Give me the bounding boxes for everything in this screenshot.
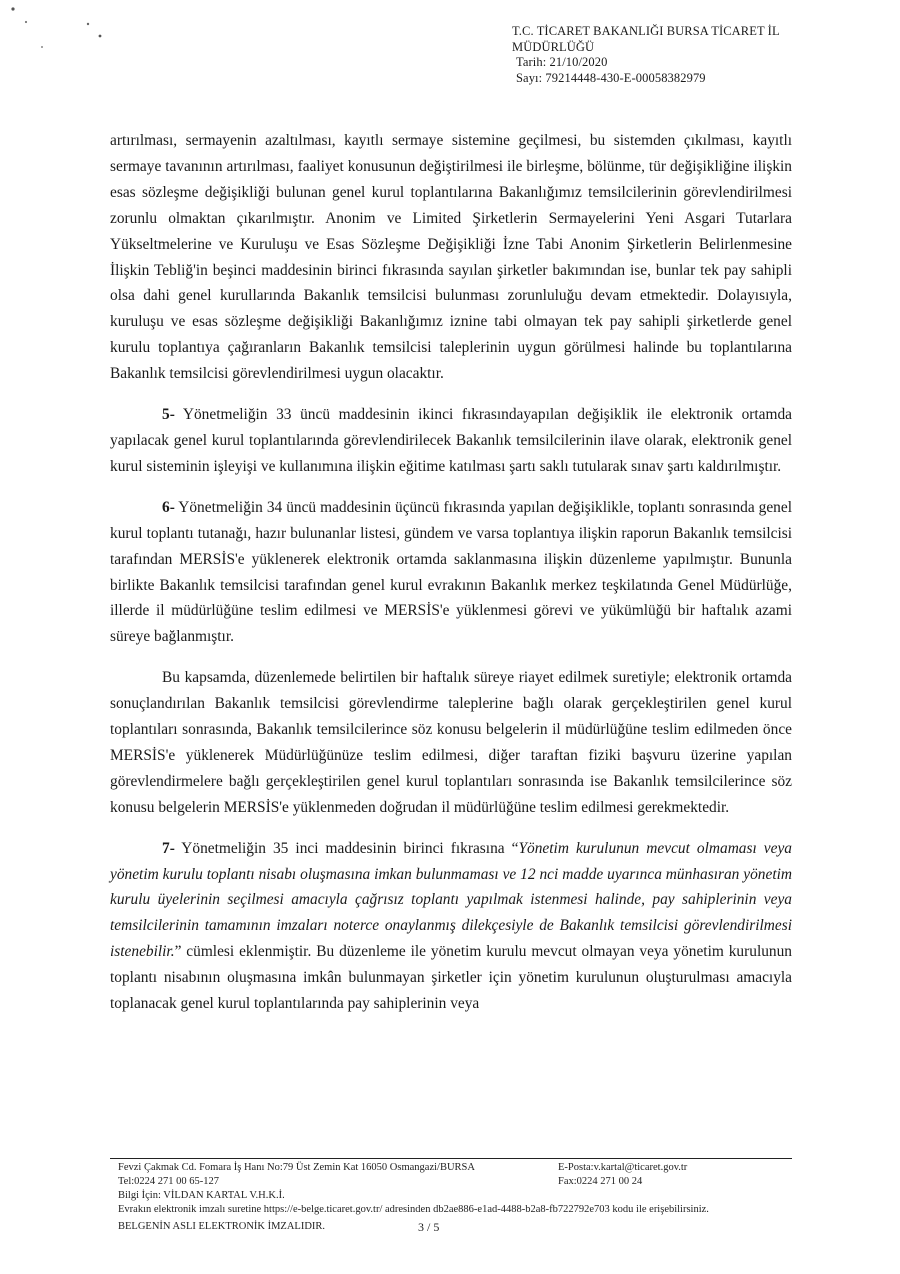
item-number: 7-	[162, 839, 175, 857]
footer-address: Fevzi Çakmak Cd. Fomara İş Hanı No:79 Üst Zemin Kat 16050 Osmangazi/BURSA	[118, 1162, 475, 1173]
footer-phone: Tel:0224 271 00 65-127	[118, 1176, 220, 1187]
paragraph-text: Yönetmeliğin 35 inci maddesinin birinci fıkrasına “	[174, 839, 519, 857]
header-institution-line1: T.C. TİCARET BAKANLIĞI BURSA TİCARET İL	[512, 24, 780, 38]
quoted-regulation-text: Yönetim kurulunun mevcut olmaması veya yönetim kurulu toplantı nisabı oluşmasına imkan bulunmaması ve 12 nci madde uyarınca münhasıran yönetim kurulu üyelerinin seçilmesi amacıyla çağrısız toplantı yapılmak istenmesi halinde, pay sahiplerinin veya temsilcilerinin tamamının imzaları noterce onaylanmış dilekçesiyle de Bakanlık temsilcisi görevlendirilmesi istenebilir.	[110, 839, 792, 961]
paragraph-text: Bu kapsamda, düzenlemede belirtilen bir haftalık süreye riayet edilmek suretiyle; elektronik ortamda sonuçlandırılan Bakanlık temsilcisi görevlendirme taleplerine bağlı olarak gerçekleştirilen genel kurul toplantıları sonrasında, Bakanlık temsilcilerince söz konusu belgelerin il müdürlüğüne teslim edilmeden önce MERSİS'e yüklenerek Müdürlüğünüze teslim edilmesi, diğer taraftan fiziki başvuru üzerine yapılan görevlendirmelere bağlı gerçekleştirilen genel kurul toplantıları sonrasında ise Bakanlık temsilcilerince söz konusu belgelerin MERSİS'e yüklenmeden doğrudan il müdürlüğüne teslim edilmesi gerekmektedir.	[110, 669, 792, 816]
header-date: Tarih: 21/10/2020	[516, 55, 608, 69]
scan-specks	[0, 0, 140, 70]
paragraph-text: ” cümlesi eklenmiştir. Bu düzenleme ile yönetim kurulu mevcut olmayan veya yönetim kurulunun toplantı nisabının oluşmasına imkân bulunmayan şirketler için yönetim kurulunun oluşturulması amacıyla toplanacak genel kurul toplantılarında pay sahiplerinin veya	[110, 943, 792, 1013]
footer-fax: Fax:0224 271 00 24	[558, 1176, 643, 1187]
header-institution-line2: MÜDÜRLÜĞÜ	[512, 39, 595, 54]
paragraph-text: Yönetmeliğin 33 üncü maddesinin ikinci fıkrasındayapılan değişiklik ile elektronik ortamda yapılacak genel kurul toplantılarında görevlendirilecek Bakanlık temsilcilerinin ilave olarak, elektronik genel kurul sisteminin işleyişi ve kullanımına ilişkin eğitime katılması şartı saklı tutularak sınav şartı kaldırılmıştır.	[110, 406, 792, 475]
paragraph-text: artırılması, sermayenin azaltılması, kayıtlı sermaye sistemine geçilmesi, bu sistemden çıkılması, kayıtlı sermaye tavanının artırılması, faaliyet konusunun değiştirilmesi ile birleşme, bölünme, tür değişikliğine ilişkin esas sözleşme değişikliği bulunan genel kurul toplantılarına Bakanlığımız temsilcilerinin görevlendirilmesi zorunlu olmaktan çıkarılmıştır. Anonim ve Limited Şirketlerin Sermayelerini Yeni Asgari Tutarlara Yükseltmelerine ve Kuruluşu ve Esas Sözleşme Değişikliği İzne Tabi Anonim Şirketlerin Belirlenmesine İlişkin Tebliğ'in beşinci maddesinin birinci fıkrasında sayılan şirketler bakımından ise, bunlar tek pay sahipli olsa dahi genel kurullarında Bakanlık temsilcisi bulunması zorunluluğu devam etmektedir. Dolayısıyla, kuruluşu ve esas sözleşme değişikliği Bakanlığımız iznine tabi olmayan tek pay sahipli şirketlerde genel kurulu toplantıya çağıranların Bakanlık temsilcisi taleplerinin uygun görülmesi halinde bu toplantılarına Bakanlık temsilcisi görevlendirilmesi uygun olacaktır.	[110, 132, 792, 383]
header-number: Sayı: 79214448-430-E-00058382979	[516, 70, 706, 85]
paragraph-scope	[110, 665, 792, 820]
paragraph-item-5	[110, 402, 792, 480]
page-number: 3 / 5	[418, 1220, 440, 1234]
footer-email: E-Posta:v.kartal@ticaret.gov.tr	[558, 1162, 688, 1173]
item-number: 6-	[162, 498, 175, 516]
document-header	[512, 24, 872, 86]
footer-divider	[110, 1158, 792, 1159]
paragraph-text: Yönetmeliğin 34 üncü maddesinin üçüncü fıkrasında yapılan değişiklikle, toplantı sonrasında genel kurul toplantı tutanağı, hazır bulunanlar listesi, gündem ve varsa toplantıya ilişkin raporun Bakanlık temsilcisi tarafından MERSİS'e yüklenerek elektronik ortamda saklanmasına ilişkin düzenleme yapılmıştır. Bununla birlikte Bakanlık temsilcisi tarafından genel kurul evrakının Bakanlık merkez teşkilatında Genel Müdürlüğe, illerde il müdürlüğüne teslim edilmesi ve MERSİS'e yüklenmesi görevi ve yükümlüğü bir haftalık azami süreye bağlanmıştır.	[110, 498, 792, 646]
paragraph-item-7	[110, 836, 792, 1017]
footer-original-signed-note: BELGENİN ASLI ELEKTRONİK İMZALIDIR.	[118, 1221, 326, 1232]
footer-info-contact: Bilgi İçin: VİLDAN KARTAL V.H.K.İ.	[118, 1190, 285, 1201]
paragraph-continuation	[110, 128, 792, 387]
footer-verification-link[interactable]: Evrakın elektronik imzalı suretine https://e-belge.ticaret.gov.tr/ adresinden db2ae886-e1ad-4488-b2a8-fb722792e703 kodu ile erişebilirsiniz.	[118, 1204, 709, 1215]
item-number: 5-	[162, 406, 175, 424]
paragraph-item-6	[110, 495, 792, 650]
document-footer	[118, 1161, 858, 1234]
document-body	[110, 128, 792, 1017]
